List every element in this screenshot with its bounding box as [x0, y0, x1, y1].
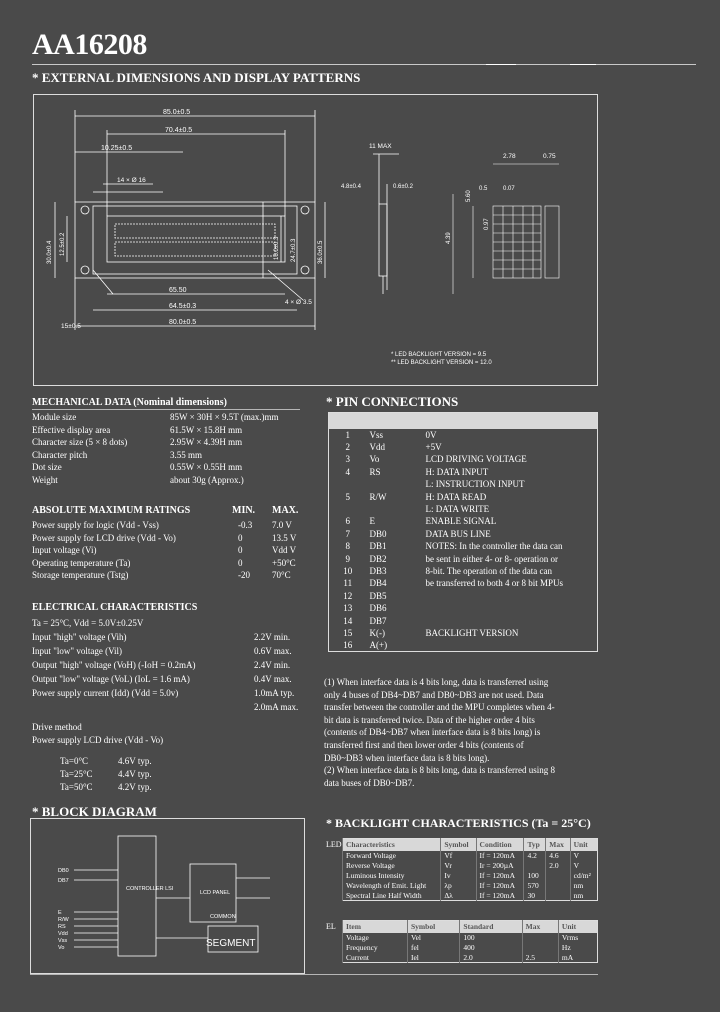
backlight-row — [343, 953, 598, 963]
note-line: transfer between the controller and the MPU completes when 4- — [324, 702, 555, 713]
abs-max-min-header: MIN. — [232, 505, 256, 516]
pin-symbol: Vo — [369, 454, 380, 465]
pin-symbol: R/W — [369, 491, 387, 502]
mechanical-value: 0.55W × 0.55H mm — [170, 462, 243, 473]
abs-max-min: 0 — [238, 557, 243, 568]
electrical-condition: Ta = 25°C, Vdd = 5.0V±0.25V — [32, 618, 144, 628]
pin-function: 0V — [425, 429, 437, 440]
pin-symbol: DB7 — [369, 615, 387, 626]
dim-height-view: 16.0±0.3 — [274, 236, 280, 260]
pin-connections-title: * PIN CONNECTIONS — [326, 394, 459, 409]
temperature-value: 4.4V typ. — [118, 769, 152, 779]
dim-pattern-w1: 2.78 — [503, 153, 516, 160]
pin-function: BACKLIGHT VERSION — [425, 627, 519, 638]
pin-function: +5V — [425, 442, 442, 453]
backlight-note-1: * LED BACKLIGHT VERSION = 9.5 — [391, 352, 487, 358]
mechanical-value: 85W × 30H × 9.5T (max.)mm — [170, 412, 279, 422]
input-vss: Vss — [58, 938, 68, 944]
pin-number: 11 — [343, 578, 353, 589]
backlight-cell: 4.6 — [546, 851, 570, 861]
pin-symbol: DB4 — [369, 578, 387, 589]
electrical-label: Output "high" voltage (VoH) (-IoH = 0.2mA) — [32, 660, 196, 670]
pin-row — [329, 466, 598, 478]
electrical-value: 2.2V min. — [254, 632, 291, 642]
backlight-row — [343, 933, 598, 943]
backlight-header-cell: Max — [546, 839, 570, 851]
dim-mount: 4 × Ø 3.5 — [285, 299, 312, 306]
backlight-cell: Current — [343, 953, 408, 963]
dim-active-offset: 10.25±0.5 — [101, 145, 133, 152]
note-line: transferred first and then lower order 4 bits (contents of — [324, 739, 524, 750]
backlight-row — [343, 871, 598, 881]
backlight-cell: Vf — [441, 851, 476, 861]
mechanical-value: 61.5W × 15.8H mm — [170, 424, 243, 435]
electrical-label: Input "high" voltage (Vih) — [32, 632, 127, 642]
pin-row — [329, 528, 598, 540]
backlight-cell — [524, 861, 546, 871]
pin-row — [329, 590, 598, 602]
mechanical-title: MECHANICAL DATA (Nominal dimensions) — [32, 397, 227, 408]
electrical-label: Output "low" voltage (VoL) (IoL = 1.6 mA) — [32, 674, 190, 684]
lcd-panel-label: LCD PANEL — [200, 890, 231, 896]
pin-number: 1 — [345, 429, 350, 440]
note-line: (2) When interface data is 8 bits long, data is transferred using 8 — [324, 765, 556, 776]
backlight-cell: Vel — [407, 933, 459, 943]
mechanical-value: 2.95W × 4.39H mm — [170, 437, 243, 448]
note-line: only 4 buses of DB4~DB7 and DB0~DB3 are not used. Data — [324, 689, 544, 700]
backlight-header-cell: Item — [343, 921, 408, 933]
dim-overall: 85.0±0.5 — [163, 109, 191, 116]
abs-max-min: 0 — [238, 545, 243, 556]
abs-max-max: Vdd V — [272, 545, 297, 556]
backlight-cell: 2.0 — [546, 861, 570, 871]
mechanical-label: Weight — [32, 475, 58, 485]
dim-width-2: 64.5±0.3 — [169, 303, 197, 310]
backlight-cell: If = 120mA — [476, 891, 524, 901]
dim-pitch-1: 0.5 — [479, 186, 488, 192]
pin-function: NOTES: In the controller the data can — [425, 541, 563, 552]
abs-max-min: 0 — [238, 532, 243, 543]
backlight-cell: nm — [570, 891, 597, 901]
pin-row — [329, 490, 598, 502]
backlight-row — [343, 861, 598, 871]
backlight-cell: V — [570, 861, 597, 871]
backlight-cell: Wavelength of Emit. Light — [343, 881, 441, 891]
pin-row — [329, 614, 598, 626]
abs-max-max: +50°C — [272, 557, 296, 568]
controller-label: CONTROLLER LSI — [126, 886, 174, 892]
backlight-cell: 400 — [460, 943, 522, 953]
abs-max-max-header: MAX. — [272, 505, 299, 516]
pin-row — [329, 478, 598, 490]
dim-side-max: 11 MAX — [369, 143, 392, 150]
abs-max-label: Power supply for logic (Vdd - Vss) — [32, 520, 159, 530]
dim-view-width: 70.4±0.5 — [165, 127, 193, 134]
temperature-label: Ta=0°C — [60, 756, 89, 766]
lcd-drive-label: Power supply LCD drive (Vdd - Vo) — [32, 735, 164, 745]
electrical-label: Power supply current (Idd) (Vdd = 5.0v) — [32, 688, 179, 698]
abs-max-min: -20 — [238, 570, 250, 581]
abs-max-max: 13.5 V — [272, 532, 297, 543]
pin-function: ENABLE SIGNAL — [425, 516, 497, 527]
backlight-row — [343, 851, 598, 861]
mechanical-label: Dot size — [32, 462, 62, 473]
electrical-value: 0.4V max. — [254, 674, 292, 684]
dim-height-outer: 36.0±0.5 — [318, 240, 324, 264]
pin-symbol: DB0 — [369, 528, 387, 539]
backlight-header-cell: Unit — [570, 839, 597, 851]
pin-symbol: K(-) — [369, 627, 385, 638]
input-db0: DB0 — [58, 868, 69, 874]
backlight-cell: Luminous Intensity — [343, 871, 441, 881]
pin-symbol: DB3 — [369, 565, 387, 576]
electrical-value: 2.0mA max. — [254, 702, 299, 712]
dim-pad-2: 0.6±0.2 — [393, 184, 413, 190]
backlight-row — [343, 891, 598, 901]
backlight-cell: Spectral Line Half Width — [343, 891, 441, 901]
pin-number: 5 — [345, 491, 350, 502]
input-db7: DB7 — [58, 878, 69, 884]
notes — [324, 676, 600, 789]
drive-method: Drive method — [32, 722, 82, 732]
pin-row — [329, 515, 598, 527]
electrical-value: 0.6V max. — [254, 646, 292, 656]
backlight-cell: Hz — [558, 943, 597, 953]
pin-symbol: DB1 — [369, 541, 387, 552]
backlight-row — [343, 881, 598, 891]
abs-max-min: -0.3 — [238, 520, 253, 530]
backlight-cell: Iel — [407, 953, 459, 963]
backlight-cell: Iv — [441, 871, 476, 881]
pin-table-header — [329, 413, 598, 429]
backlight-row — [343, 943, 598, 953]
pin-number: 8 — [345, 541, 350, 552]
mechanical-label: Character size (5 × 8 dots) — [32, 437, 128, 448]
backlight-header-cell: Standard — [460, 921, 522, 933]
pin-number: 6 — [345, 516, 350, 527]
pin-number: 10 — [343, 565, 353, 576]
backlight-cell: 4.2 — [524, 851, 546, 861]
dim-width-1: 65.50 — [169, 287, 187, 294]
pin-row — [329, 577, 598, 589]
pin-row — [329, 441, 598, 453]
common-label: COMMON — [210, 914, 236, 920]
backlight-header-cell: Condition — [476, 839, 524, 851]
pin-row — [329, 552, 598, 564]
abs-max-label: Storage temperature (Tstg) — [32, 570, 129, 581]
backlight-header-cell: Max — [522, 921, 558, 933]
note-line: (1) When interface data is 4 bits long, data is transferred using — [324, 677, 549, 687]
dim-height-left: 30.0±0.4 — [47, 240, 53, 264]
temperature-label: Ta=50°C — [60, 782, 93, 792]
abs-max-title: ABSOLUTE MAXIMUM RATINGS — [32, 505, 191, 516]
backlight-cell — [522, 933, 558, 943]
temperature-label: Ta=25°C — [60, 769, 93, 779]
backlight-cell: Reverse Voltage — [343, 861, 441, 871]
pin-row — [329, 453, 598, 465]
pin-function — [423, 639, 598, 651]
pin-symbol — [367, 503, 423, 515]
pin-symbol: E — [369, 516, 375, 527]
controller-box — [118, 836, 156, 956]
bottom-rule — [30, 974, 598, 975]
pin-table — [328, 412, 598, 652]
mechanical-label: Module size — [32, 412, 77, 422]
backlight-cell — [546, 881, 570, 891]
dim-pitch-2: 0.07 — [503, 186, 515, 192]
pin-function: be transferred to both 4 or 8 bit MPUs — [425, 578, 563, 589]
note-line: DB0~DB3 when interface data is 8 bits long). — [324, 752, 490, 763]
title-rule — [32, 64, 696, 65]
led-tag: LED — [326, 840, 342, 849]
abs-max-label: Input voltage (Vi) — [32, 545, 97, 556]
pin-number: 12 — [343, 590, 353, 601]
mechanical-value: 3.55 mm — [170, 449, 203, 460]
pin-number: 16 — [343, 640, 353, 651]
pin-number: 13 — [343, 603, 353, 614]
pin-number: 3 — [345, 454, 350, 465]
pin-symbol: RS — [369, 466, 381, 477]
backlight-cell: λp — [441, 881, 476, 891]
mechanical-label: Character pitch — [32, 449, 88, 460]
backlight-cell: If = 120mA — [476, 851, 524, 861]
pin-symbol: DB2 — [369, 553, 387, 564]
backlight-header-cell: Symbol — [441, 839, 476, 851]
pin-function: DATA BUS LINE — [425, 528, 491, 539]
dim-holes: 14 × Ø 16 — [117, 177, 146, 184]
pin-number: 14 — [343, 615, 353, 626]
backlight-cell — [546, 871, 570, 881]
backlight-cell: 100 — [524, 871, 546, 881]
backlight-header-row — [343, 839, 598, 851]
el-backlight-table — [342, 920, 598, 963]
pin-function — [423, 614, 598, 626]
dimension-drawing — [33, 94, 598, 386]
segment-label: SEGMENT — [206, 938, 256, 949]
dim-pattern-w2: 0.75 — [543, 153, 556, 160]
dim-pad-1: 4.8±0.4 — [341, 184, 361, 190]
pin-function: L: DATA WRITE — [425, 504, 490, 515]
pin-number: 2 — [345, 442, 350, 453]
input-vdd: Vdd — [58, 931, 68, 937]
backlight-cell: Ir = 200µA — [476, 861, 524, 871]
pin-row — [329, 503, 598, 515]
dim-height-inner: 12.5±0.2 — [60, 232, 66, 256]
electrical-value: 2.4V min. — [254, 660, 291, 670]
backlight-cell: Vr — [441, 861, 476, 871]
abs-max-label: Operating temperature (Ta) — [32, 557, 131, 568]
backlight-cell: Vrms — [558, 933, 597, 943]
abs-max-max: 7.0 V — [272, 520, 292, 530]
mechanical-value: about 30g (Approx.) — [170, 475, 244, 485]
pin-row — [329, 429, 598, 441]
note-line: data buses of DB0~DB7. — [324, 777, 415, 788]
pin-function: LCD DRIVING VOLTAGE — [425, 454, 527, 465]
pin-function: L: INSTRUCTION INPUT — [425, 479, 525, 490]
note-line: bit data is transferred twice. Data of the higher order 4 bits — [324, 714, 535, 725]
backlight-note-2: ** LED BACKLIGHT VERSION = 12.0 — [391, 360, 492, 366]
backlight-cell: V — [570, 851, 597, 861]
pin-symbol — [367, 478, 423, 490]
backlight-cell: fel — [407, 943, 459, 953]
block-diagram-title: * BLOCK DIAGRAM — [32, 804, 157, 819]
backlight-cell: Voltage — [343, 933, 408, 943]
note-line: (contents of DB4~DB7 when interface data is 8 bits long) is — [324, 727, 541, 738]
pin-symbol: Vdd — [369, 442, 385, 453]
pin-function: be sent in either 4- or 8- operation or — [425, 553, 558, 564]
pin-symbol: A(+) — [369, 640, 388, 651]
backlight-cell — [522, 943, 558, 953]
pin-function — [423, 590, 598, 602]
pin-symbol: DB6 — [369, 603, 387, 614]
led-backlight-table — [342, 838, 598, 901]
pin-row — [329, 602, 598, 614]
dim-ref-1: 15±0.5 — [61, 323, 81, 330]
pin-number — [329, 503, 367, 515]
block-diagram — [30, 818, 305, 974]
abs-max-max: 70°C — [272, 570, 291, 581]
backlight-cell: Forward Voltage — [343, 851, 441, 861]
backlight-header-cell: Characteristics — [343, 839, 441, 851]
pin-number — [329, 478, 367, 490]
input-e: E — [58, 910, 62, 916]
backlight-cell: Δλ — [441, 891, 476, 901]
pin-row — [329, 639, 598, 651]
mechanical-rule — [32, 409, 300, 410]
page-title: AA16208 — [32, 28, 147, 61]
pin-number: 4 — [345, 466, 350, 477]
pin-symbol: DB5 — [369, 590, 387, 601]
electrical-title: ELECTRICAL CHARACTERISTICS — [32, 602, 198, 613]
backlight-cell: If = 120mA — [476, 881, 524, 891]
dim-char-w: 0.97 — [484, 218, 490, 230]
section-external-dimensions: * EXTERNAL DIMENSIONS AND DISPLAY PATTERNS — [32, 70, 361, 85]
pin-row — [329, 540, 598, 552]
backlight-header-cell: Symbol — [407, 921, 459, 933]
backlight-cell: mA — [558, 953, 597, 963]
dim-char-dot: 4.39 — [446, 232, 452, 244]
el-tag: EL — [326, 922, 336, 931]
temperature-value: 4.6V typ. — [118, 756, 152, 766]
dim-width-3: 80.0±0.5 — [169, 319, 197, 326]
input-vo: Vo — [58, 945, 65, 951]
backlight-header-cell: Unit — [558, 921, 597, 933]
backlight-cell: nm — [570, 881, 597, 891]
pin-number: 7 — [345, 528, 350, 539]
dim-height-total: 24.7±0.3 — [291, 238, 297, 262]
backlight-cell: If = 120mA — [476, 871, 524, 881]
electrical-value: 1.0mA typ. — [254, 688, 295, 698]
backlight-header-row — [343, 921, 598, 933]
pin-function: 8-bit. The operation of the data can — [425, 565, 553, 576]
mechanical-label: Effective display area — [32, 424, 111, 435]
backlight-cell: 2.0 — [460, 953, 522, 963]
backlight-cell: cd/m² — [570, 871, 597, 881]
abs-max-label: Power supply for LCD drive (Vdd - Vo) — [32, 532, 176, 543]
pin-row — [329, 627, 598, 639]
backlight-cell: Frequency — [343, 943, 408, 953]
input-rw: R/W — [58, 917, 69, 923]
backlight-title: * BACKLIGHT CHARACTERISTICS (Ta = 25°C) — [326, 816, 591, 830]
pin-function: H: DATA READ — [425, 491, 487, 502]
pin-function — [423, 602, 598, 614]
backlight-cell: 30 — [524, 891, 546, 901]
input-rs: RS — [58, 924, 66, 930]
pin-symbol: Vss — [369, 429, 384, 440]
dim-char-h: 5.60 — [466, 190, 472, 202]
backlight-header-cell: Typ — [524, 839, 546, 851]
pin-row — [329, 565, 598, 577]
pin-number: 9 — [345, 553, 350, 564]
backlight-cell: 100 — [460, 933, 522, 943]
electrical-label: Input "low" voltage (Vil) — [32, 646, 123, 656]
backlight-cell: 2.5 — [522, 953, 558, 963]
backlight-cell: 570 — [524, 881, 546, 891]
pin-function: H: DATA INPUT — [425, 466, 489, 477]
backlight-cell — [546, 891, 570, 901]
temperature-value: 4.2V typ. — [118, 782, 152, 792]
pin-number: 15 — [343, 627, 353, 638]
